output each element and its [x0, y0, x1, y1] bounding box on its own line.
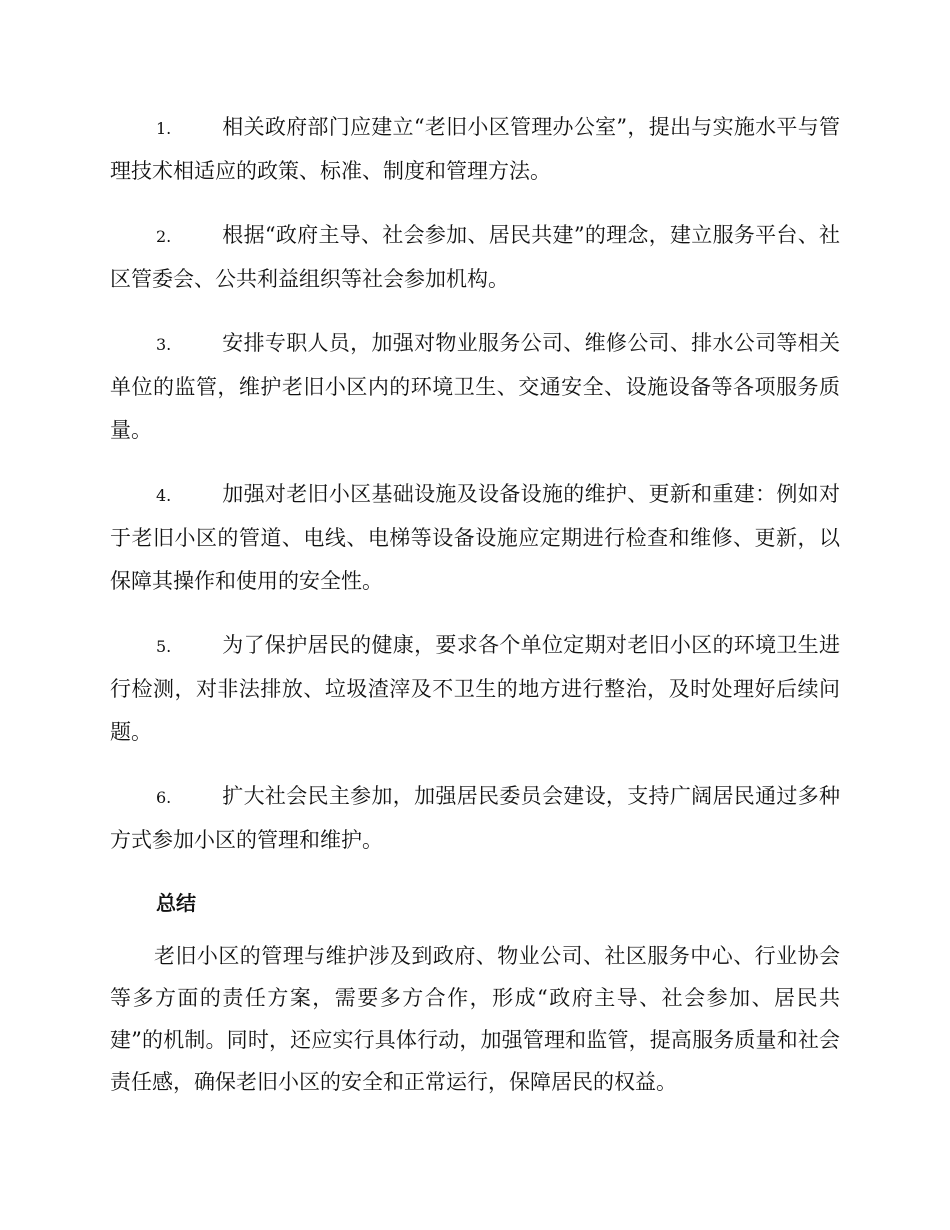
summary-paragraph: 老旧小区的管理与维护涉及到政府、物业公司、社区服务中心、行业协会等多方面的责任方案，需要多方合作，形成“政府主导、社会参加、居民共建”的机制。同时，还应实行具体行动，加强管理和监管，提高服务质量和社会责任感，确保老旧小区的安全和正常运行，保障居民的权益。 [110, 944, 840, 1094]
list-text: 根据“政府主导、社会参加、居民共建”的理念，建立服务平台、社区管委会、公共利益组织等社会参加机构。 [110, 223, 840, 291]
list-text: 相关政府部门应建立“老旧小区管理办公室”，提出与实施水平与管理技术相适应的政策、标准、制度和管理方法。 [110, 115, 840, 183]
list-item-2 [110, 214, 840, 301]
list-item-6 [110, 775, 840, 862]
list-item-4 [110, 473, 840, 603]
list-number: 3. [156, 335, 172, 354]
list-text: 加强对老旧小区基础设施及设备设施的维护、更新和重建：例如对于老旧小区的管道、电线、电梯等设备设施应定期进行检查和维修、更新，以保障其操作和使用的安全性。 [110, 482, 840, 593]
list-number: 2. [156, 227, 172, 246]
list-number: 4. [156, 486, 172, 505]
list-text: 安排专职人员，加强对物业服务公司、维修公司、排水公司等相关单位的监管，维护老旧小区内的环境卫生、交通安全、设施设备等各项服务质量。 [110, 331, 840, 442]
list-text: 为了保护居民的健康，要求各个单位定期对老旧小区的环境卫生进行检测，对非法排放、垃圾渣滓及不卫生的地方进行整治，及时处理好后续问题。 [110, 633, 840, 744]
list-number: 1. [156, 119, 172, 138]
list-number: 5. [156, 637, 172, 656]
list-text: 扩大社会民主参加，加强居民委员会建设，支持广阔居民通过多种方式参加小区的管理和维护。 [110, 784, 840, 852]
summary-heading: 总结 [156, 891, 196, 915]
list-item-3 [110, 322, 840, 452]
list-item-1 [110, 106, 840, 193]
list-item-5 [110, 624, 840, 754]
list-number: 6. [156, 788, 172, 807]
